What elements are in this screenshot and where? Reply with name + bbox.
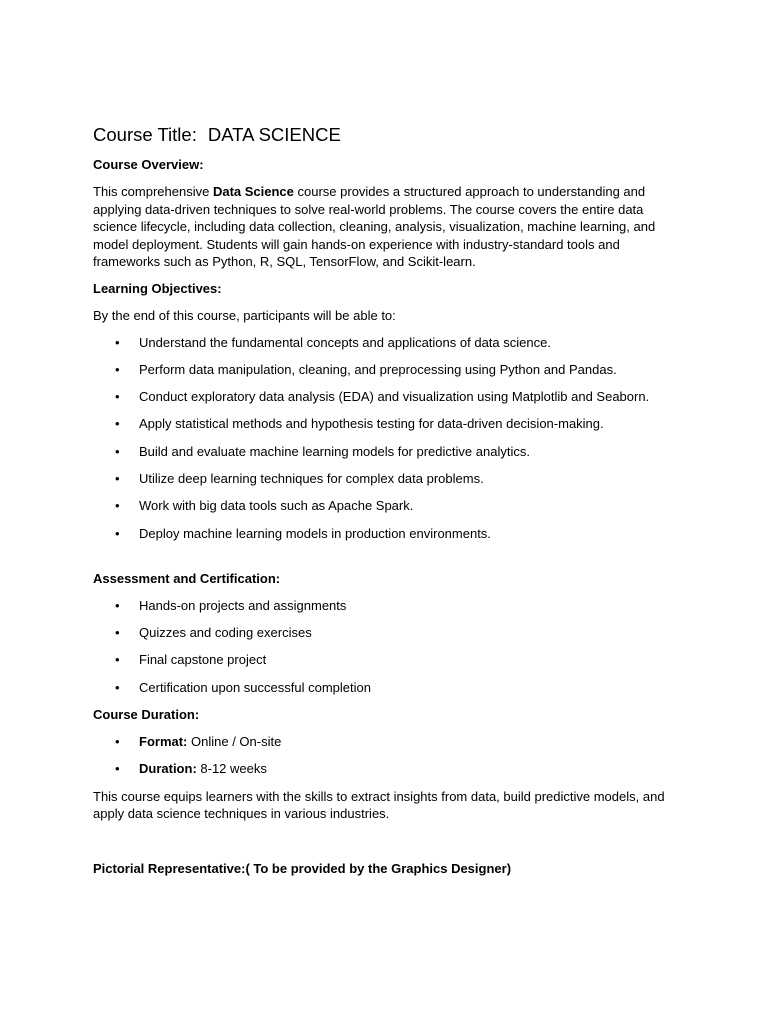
course-title	[93, 124, 673, 146]
objective-item	[93, 525, 673, 543]
objective-text: Utilize deep learning techniques for complex data problems.	[139, 470, 484, 486]
duration-format-item	[93, 733, 673, 751]
course-title-value: DATA SCIENCE	[207, 124, 341, 145]
format-value: Online / On-site	[187, 733, 282, 749]
objective-text: Perform data manipulation, cleaning, and preprocessing using Python and Pandas.	[139, 361, 617, 377]
assessment-list	[93, 597, 673, 696]
overview-text-after: course provides a structured approach to understanding and applying data-driven techniques to solve real-world problems. The course covers the entire data science lifecycle, including data collection, cleaning, analysis, visualization, machine learning, and model deployment. Students will gain hands-on experience with industry-standard tools and frameworks such as Python, R, SQL, TensorFlow, and Scikit-learn.	[93, 184, 656, 270]
bullet-icon: •	[115, 625, 120, 641]
closing-paragraph: This course equips learners with the skills to extract insights from data, build predictive models, and apply data science techniques in various industries.	[93, 788, 665, 822]
bullet-icon: •	[115, 334, 120, 350]
duration-heading: Course Duration:	[93, 706, 200, 722]
assessment-text: Certification upon successful completion	[139, 679, 371, 695]
bullet-icon: •	[115, 733, 120, 749]
assessment-item	[93, 624, 673, 642]
objective-item	[93, 334, 673, 352]
bullet-icon: •	[115, 498, 120, 514]
course-title-label: Course Title:	[93, 124, 197, 145]
duration-value: 8-12 weeks	[196, 761, 267, 777]
duration-length-item	[93, 760, 673, 778]
objective-text: Deploy machine learning models in production environments.	[139, 525, 491, 541]
assessment-text: Quizzes and coding exercises	[139, 625, 312, 641]
assessment-heading: Assessment and Certification:	[93, 570, 281, 586]
objectives-list	[93, 334, 673, 543]
assessment-item	[93, 597, 673, 615]
assessment-text: Final capstone project	[139, 652, 267, 668]
bullet-icon: •	[115, 361, 120, 377]
objective-text: Apply statistical methods and hypothesis testing for data-driven decision-making.	[139, 416, 604, 432]
assessment-text: Hands-on projects and assignments	[139, 597, 347, 613]
assessment-item	[93, 651, 673, 669]
objective-item	[93, 415, 673, 433]
bullet-icon: •	[115, 679, 120, 695]
bullet-icon: •	[115, 761, 120, 777]
bullet-icon: •	[115, 597, 120, 613]
assessment-item	[93, 679, 673, 697]
bullet-icon: •	[115, 389, 120, 405]
overview-paragraph	[93, 183, 673, 271]
objective-item	[93, 388, 673, 406]
overview-heading: Course Overview:	[93, 157, 204, 172]
objective-text: Work with big data tools such as Apache Spark.	[139, 498, 414, 514]
duration-list	[93, 733, 673, 778]
format-label: Format:	[139, 733, 188, 749]
overview-text-bold: Data Science	[212, 184, 294, 199]
bullet-icon: •	[115, 652, 120, 668]
objectives-intro: By the end of this course, participants will be able to:	[93, 307, 396, 323]
objectives-heading: Learning Objectives:	[93, 280, 222, 296]
bullet-icon: •	[115, 416, 120, 432]
objective-text: Build and evaluate machine learning models for predictive analytics.	[139, 443, 530, 459]
objective-item	[93, 470, 673, 488]
objective-item	[93, 497, 673, 515]
objective-item	[93, 443, 673, 461]
duration-label: Duration:	[139, 761, 197, 777]
document-page	[93, 124, 673, 887]
overview-text-before: This comprehensive	[93, 184, 213, 199]
objective-item	[93, 361, 673, 379]
pictorial-heading: Pictorial Representative:( To be provided by the Graphics Designer)	[93, 860, 512, 876]
bullet-icon: •	[115, 525, 120, 541]
objective-text: Understand the fundamental concepts and applications of data science.	[139, 334, 551, 350]
bullet-icon: •	[115, 443, 120, 459]
spacer	[93, 552, 673, 570]
spacer	[93, 832, 673, 860]
bullet-icon: •	[115, 470, 120, 486]
objective-text: Conduct exploratory data analysis (EDA) and visualization using Matplotlib and Seaborn.	[139, 389, 650, 405]
